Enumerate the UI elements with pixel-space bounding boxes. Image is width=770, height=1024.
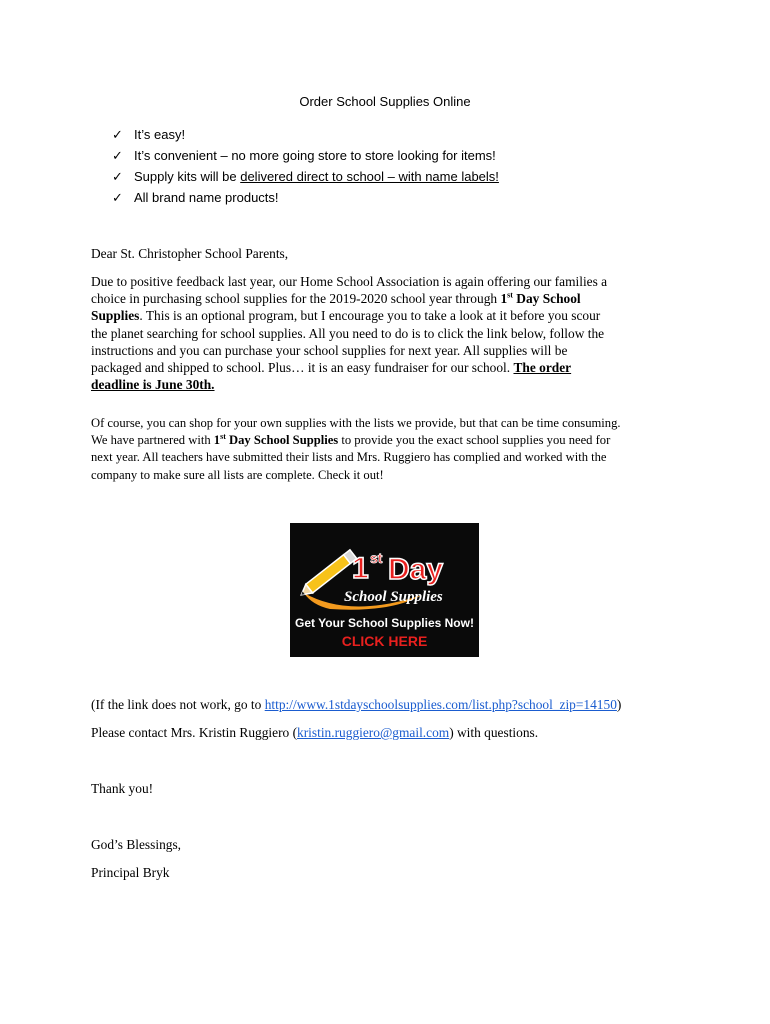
supplies-list-link[interactable]: http://www.1stdayschoolsupplies.com/list.php?school_zip=14150 xyxy=(264,697,617,712)
thank-you-line: Thank you! xyxy=(91,781,154,796)
order-supplies-banner-button[interactable] xyxy=(290,523,479,657)
checkmark-icon: ✓ xyxy=(112,190,123,205)
contact-email-link[interactable]: kristin.ruggiero@gmail.com xyxy=(297,725,450,740)
checklist-item: ✓ It’s easy! xyxy=(112,124,499,145)
intro-paragraph: Due to positive feedback last year, our Home School Association is again offering our families a choice in purchasing school supplies for the 2019-2020 school year through 1st Day School Supplies. This is an optional program, but I encourage you to take a look at it before you scour the planet searching for school supplies. All you need to do is to click the link below, follow the instructions and you can purchase your school supplies for next year. All supplies will be packaged and shipped to school. Plus… it is an easy fundraiser for our school. The order deadline is June 30th. xyxy=(91,274,608,393)
contact-line: Please contact Mrs. Kristin Ruggiero (kristin.ruggiero@gmail.com) with questions. xyxy=(91,725,539,740)
logo-day: Day xyxy=(388,553,444,586)
first-day-logo xyxy=(290,523,479,657)
signature: Principal Bryk xyxy=(91,865,170,880)
logo-superscript: st xyxy=(370,550,383,566)
checklist-item: ✓ All brand name products! xyxy=(112,187,499,208)
checkmark-icon: ✓ xyxy=(112,148,123,163)
click-here-label: CLICK HERE xyxy=(341,633,428,649)
benefits-checklist xyxy=(112,124,499,208)
logo-subtitle: School Supplies xyxy=(344,589,443,605)
greeting: Dear St. Christopher School Parents, xyxy=(91,246,289,261)
logo-number: 1 xyxy=(352,552,369,585)
fallback-link-line: (If the link does not work, go to http://www.1stdayschoolsupplies.com/list.php?school_zip=14150) xyxy=(91,697,622,712)
banner-cta: Get Your School Supplies Now! xyxy=(295,616,474,630)
page-title: Order School Supplies Online xyxy=(299,94,471,109)
partner-paragraph: Of course, you can shop for your own supplies with the lists we provide, but that can be time consuming. We have partnered with 1st Day School Supplies to provide you the exact school supplies you need for next year. All teachers have submitted their lists and Mrs. Ruggiero has complied and worked with the company to make sure all lists are complete. Check it out! xyxy=(91,416,621,482)
checkmark-icon: ✓ xyxy=(112,127,123,142)
checklist-item: ✓ It’s convenient – no more going store to store looking for items! xyxy=(112,145,499,166)
checkmark-icon: ✓ xyxy=(112,169,123,184)
checklist-item: ✓ Supply kits will be delivered direct to school – with name labels! xyxy=(112,166,499,187)
closing-line: God’s Blessings, xyxy=(91,837,182,852)
